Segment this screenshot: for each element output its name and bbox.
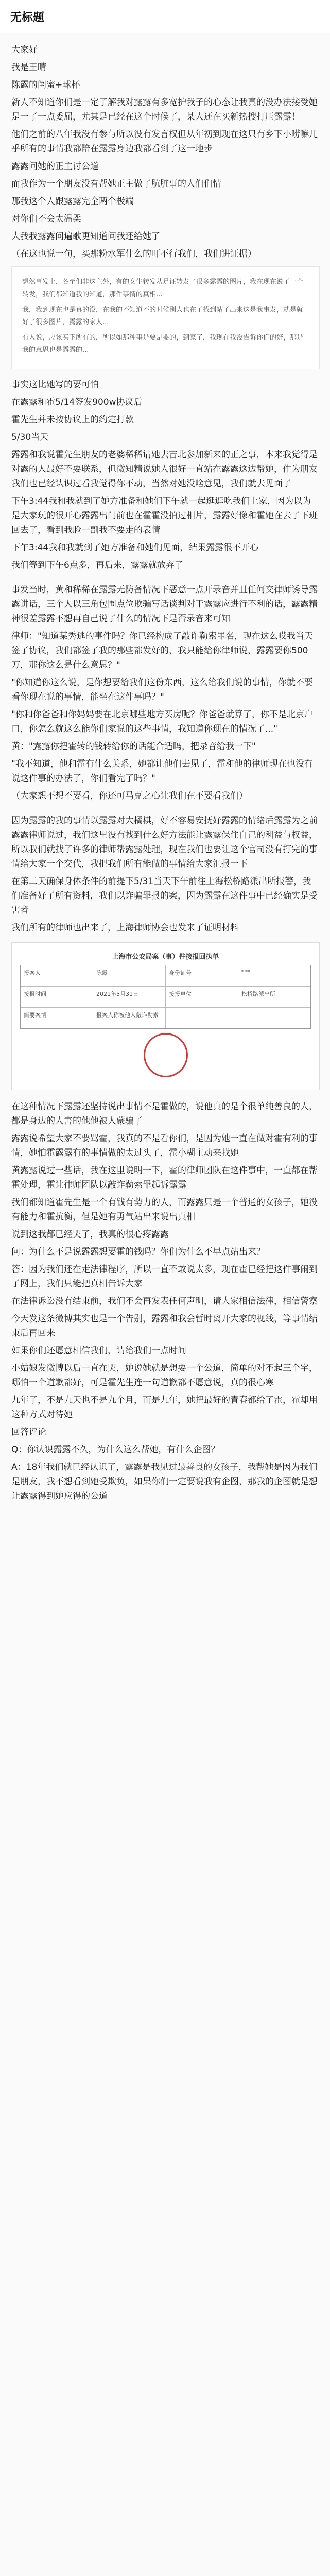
police-receipt-image — [11, 942, 320, 1090]
middle-paragraph: "你和你爸爸和你妈妈要在北京哪些地方买房呢？你爸爸就算了，你不是北京户口，你怎么就这么能你们家说的这些事情，我知道你现在的情况了..." — [11, 709, 313, 734]
intro-paragraph: 露露问她的正主讨公道 — [11, 161, 99, 172]
after_form-paragraph: 小姑娘发微博以后一直在哭，她说她就是想要一个公道，简单的对不起三个字，哪怕一个道歉都好，可是霍先生连一句道歉都不愿意说，真的很心寒 — [11, 1363, 318, 1388]
receipt-form-cell: 报案人 — [21, 965, 93, 986]
after_form-paragraph: 如果你们还愿意相信我们，请给我们一点时间 — [11, 1346, 186, 1356]
receipt-form-cell: 接报时间 — [21, 987, 93, 1007]
evidence-paragraph: 在第二天确保身体条件的前提下5/31当天下午前往上海松桥路派出所报警，我们准备好了所有资料，我们以诈骗罪报的案，因为露露在这件事中已经确实是受害者 — [11, 876, 318, 916]
after_form-paragraph: 黄露露说过一些话，我在这里说明一下，霍的律师团队在这件事中，一直都在帮霍处理，霍让律师团队以敲诈勒索罪起诉露露 — [11, 1165, 318, 1190]
embedded-quote-box — [11, 266, 320, 369]
intro-paragraph: 新人不知道你们是一定了解我对露露有多宽护我子的心态让我真的没办法接受她是一了一点委屈，尤其是已经在这个时候了，某人还在买新热搜打压露露！ — [11, 97, 318, 122]
intro-paragraph: 他们之前的八年我没有参与所以没有发言权但从年初到现在这只有乡下小唠嘛几乎所有的事情我都陪在露露身边我都看到了这一地步 — [11, 129, 318, 154]
facts-paragraph: 5/30当天 — [11, 432, 49, 443]
intro-section — [11, 43, 320, 261]
facts-paragraph: 露露和我说霍先生朋友的老婆稀稀请她去吉北参加新来的正之事，本来我觉得是对露的人最好不要联系，但微知精说她人很好一直站在露露这边帮她，作为朋友我们也已经认识过看我觉得你不动，当然对她没啥意见，我们就去见面了 — [11, 450, 318, 489]
after_form-paragraph: 九年了，不是九天也不是九个月，而是九年，她把最好的青春都给了霍，霍却用这种方式对待她 — [11, 1395, 318, 1420]
evidence-section — [11, 814, 320, 935]
after_form-paragraph: 今天发这条微博其实也是一个告别，露露和我会暂时离开大家的视线，等事情结束后再回来 — [11, 1314, 318, 1338]
intro-paragraph: （在这也说一句，买那粉水军什么的叮不行我们，我们讲证据） — [11, 249, 256, 259]
receipt-form-cell: 身份证号 — [166, 965, 238, 986]
facts-paragraph: 下午3:44我和我就到了她方准备和她们下午就一起逛逛吃我们上家，因为以为是大家玩的很开心露露出门前也在霍霍没拍过相片，露露好像和霍她在去了下班回去了，看到我脸一副我不要走的表情 — [11, 496, 318, 535]
evidence-paragraph: 因为露露的我的事情以露露对大橘棋，好不容易安抚好露露的情绪后露露为之前露露律师说过，我们这里没有找到什么好方法能让露露保住自己的利益与权益，所以我们就找了许多的律师帮露露处理，现在我们也要让这个官司没有打完的事情给大家一个交代，我把我们所有能做的事情给大家汇报一下 — [11, 816, 318, 869]
receipt-form-cell — [238, 1008, 310, 1028]
middle-paragraph: "我不知道，他和霍有什么关系，她都让他们去见了，霍和他的律师现在也没有说这件事的办法了，你们看完了吗？" — [11, 759, 313, 784]
after_form-paragraph: 在这种情况下露露还坚持说出事情不是霍做的，说他真的是个很单纯善良的人，都是身边的人害的他他被人蒙骗了 — [11, 1101, 318, 1126]
receipt-form-cell: 接报单位 — [166, 987, 238, 1007]
after_form-paragraph: 露露说希望大家不要骂霍，我真的不是看你们，是因为她一直在做对霍有利的事情，她怕霍露露有的事情做的太过头了，霍小糊主动来找她 — [11, 1133, 318, 1158]
receipt-form-row — [21, 1008, 310, 1028]
receipt-form-row — [21, 965, 310, 987]
middle-paragraph: 黄："露露你把霍转的钱转给你的话能合适吗，把录音给我一下" — [11, 741, 256, 752]
receipt-form-row — [21, 987, 310, 1008]
receipt-form-cell: *** — [241, 969, 250, 975]
receipt-form-cell: 2021年5月31日 — [93, 987, 166, 1007]
after_form-paragraph: A：18年我们就已经认识了，露露是我见过最善良的女孩子，我帮她是因为我们是朋友，我不想看到她受欺负，如果你们一定要说我有企图，那我的企图就是想让露露得到她应得的公道 — [11, 1462, 318, 1501]
intro-paragraph: 而我作为一个朋友没有帮她正主做了肮脏事的人们们情 — [11, 179, 221, 189]
after_form-paragraph: 说到这我都已经哭了，我真的很心疼露露 — [11, 1229, 169, 1240]
middle-paragraph: （大家想不想不要看，你还可马克之心让我们在不要看我们） — [11, 791, 248, 801]
quote-paragraph: 想然事发上，各至们非这主外，有的女生转发从足证转发了很多露露的图片，我在现在说了一个转发，我们都知道我的知道，那件事情的真相... — [22, 278, 304, 298]
facts-paragraph: 霍先生并未按协议上的约定打款 — [11, 415, 134, 425]
facts-paragraph: 事实这比她写的要可怕 — [11, 380, 99, 390]
receipt-form-grid — [20, 965, 311, 1029]
receipt-title: 上海市公安局案（事）件接报回执单 — [112, 953, 219, 961]
after_form-paragraph: 我们都知道霍先生是一个有钱有势力的人，而露露只是一个普通的女孩子，她没有能力和霍抗衡，但是她有勇气站出来说出真相 — [11, 1197, 318, 1222]
receipt-form-cell — [166, 1008, 238, 1028]
middle-paragraph: 律师："知道某秀逃的事件吗？你已经构成了敲诈勒索罪名，现在这么哎我当天签了协议，我们都签了我的那些都发好的，我只能给你律师说，露露要你500万，那你这么是什么意思？" — [11, 631, 313, 670]
evidence-paragraph: 我们所有的律师也出来了，上海律师协会也发来了证明材料 — [11, 923, 239, 933]
intro-paragraph: 对你们不会太温柔 — [11, 214, 81, 224]
middle-paragraph: "你知道你这么说，是你想要给我们这份东西，这么给我们说的事情，你就不要看你现在说的事情，能坐在这件事吗？" — [11, 677, 313, 702]
after-form-section — [11, 1099, 320, 1503]
document-body — [0, 33, 330, 1527]
facts-paragraph: 下午3:44我和我就到了她方准备和她们见面，结果露露很不开心 — [11, 543, 259, 553]
middle-section — [11, 583, 320, 803]
intro-paragraph: 大家好 — [11, 45, 38, 55]
facts-paragraph: 我们等到下午6点多，再后来，露露就放弃了 — [11, 560, 183, 570]
facts-paragraph: 在露露和霍5/14签发900w协议后 — [11, 397, 143, 408]
police-stamp-icon — [144, 1033, 188, 1077]
intro-paragraph: 陈露的闺蜜+球杯 — [11, 80, 80, 90]
after_form-paragraph: 问：为什么不是说露露想要霍的钱吗？你们为什么不早点站出来？ — [11, 1247, 265, 1257]
after_form-paragraph: 在法律诉讼没有结束前，我们不会再发表任何声明，请大家相信法律，相信警察 — [11, 1296, 318, 1307]
after_form-paragraph: 回答评论 — [11, 1427, 46, 1437]
receipt-form-cell: 松桥路派出所 — [241, 991, 275, 997]
receipt-form-cell: 报案人称被他人敲诈勒索 — [93, 1008, 166, 1028]
quote-paragraph: 我，我到现在也是真的没，在我的不知道不的时候别人也在了找到帖子出来这是我事发，就是就好了很多图片，露露的家人... — [22, 306, 304, 326]
intro-paragraph: 我是王晴 — [11, 62, 46, 73]
intro-paragraph: 那我这个人跟露露完全两个极端 — [11, 196, 134, 207]
middle-paragraph: 事发当时，黄和稀稀在露露无防备情况下恶意一点开录音并且任何交律师诱导露露讲话，三个人以三角包围点位欺骗写话谈判对于露露应进行不利的话，露露精神很差露露不想再自己说了什么的情况下是否录音来可知 — [11, 585, 318, 624]
receipt-form-cell: 陈露 — [93, 965, 166, 986]
after_form-paragraph: 答：因为我们还在走法律程序，所以一直不敢说太多，现在霍已经把这件事闹到了网上，我们只能把真相告诉大家 — [11, 1264, 318, 1289]
after_form-paragraph: Q：你认识露露不久，为什么这么帮她，有什么企图？ — [11, 1445, 220, 1455]
facts-section — [11, 378, 320, 572]
document-title: 无标题 — [10, 11, 45, 24]
intro-paragraph: 大我我露露问遍歌更知道问我还给她了 — [11, 231, 160, 242]
document-header — [0, 0, 330, 33]
quote-content — [22, 276, 309, 357]
quote-paragraph: 有人说，应该买下所有的，所以如那种事是要是要的，到家了，我现在我没告诉你们的好，那是我的意思也是露露的... — [22, 334, 304, 354]
receipt-form-cell: 简要案情 — [21, 1008, 93, 1028]
